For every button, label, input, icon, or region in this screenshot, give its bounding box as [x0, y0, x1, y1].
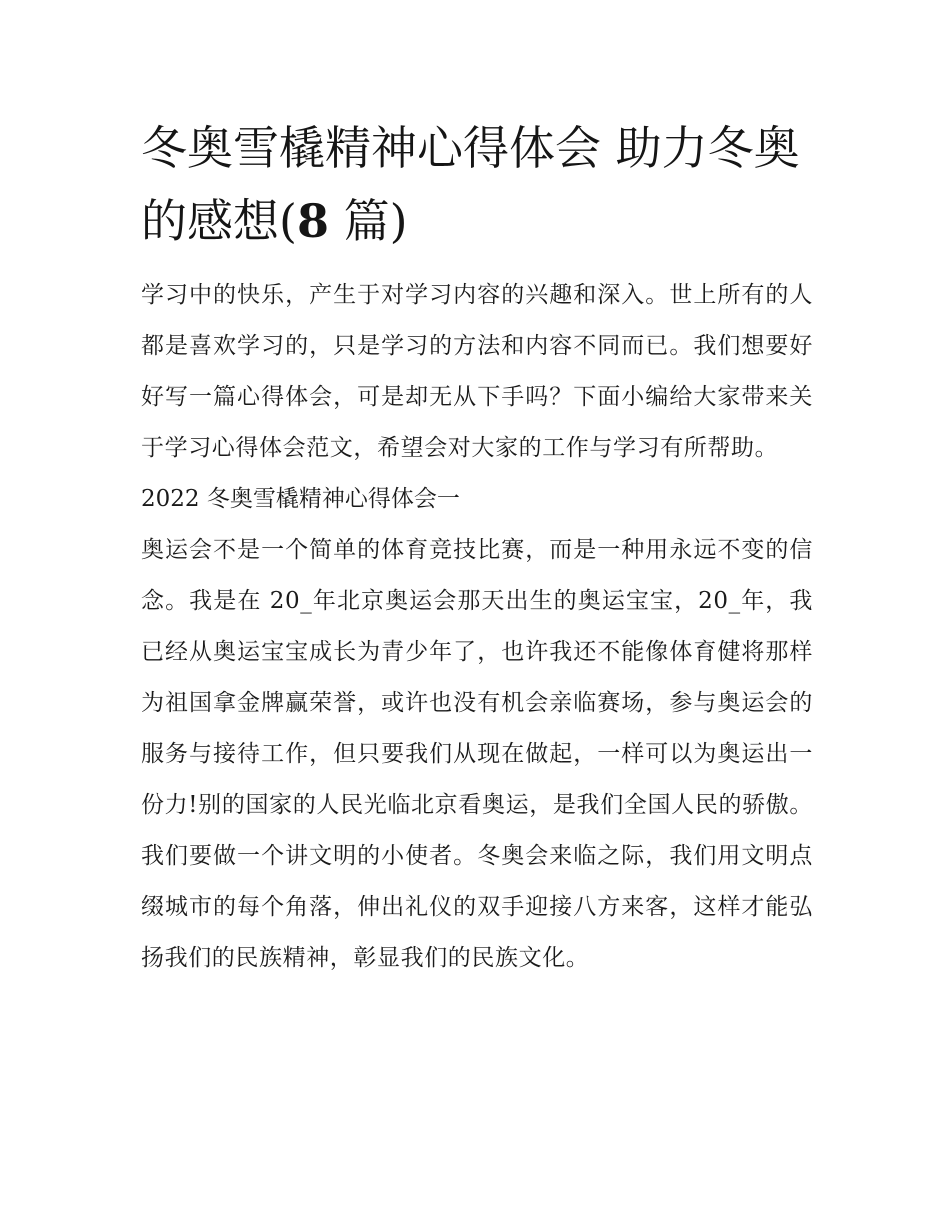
title-count: 8	[296, 194, 329, 248]
section-heading: 2022 冬奥雪橇精神心得体会一	[141, 486, 460, 512]
title-text: 冬奥雪橇精神心得体会 助力冬奥的感想(	[141, 121, 800, 248]
title-suffix: 篇)	[328, 194, 408, 248]
document-title	[141, 112, 813, 258]
intro-paragraph: 学习中的快乐，产生于对学习内容的兴趣和深入。世上所有的人都是喜欢学习的，只是学习的方法和内容不同而已。我们想要好好写一篇心得体会，可是却无从下手吗？下面小编给大家带来关于学习心得体会范文，希望会对大家的工作与学习有所帮助。	[141, 282, 813, 461]
document-content	[141, 112, 813, 984]
section-paragraph: 奥运会不是一个简单的体育竞技比赛，而是一种用永远不变的信念。我是在 20_年北京奥运会那天出生的奥运宝宝，20_年，我已经从奥运宝宝成长为青少年了，也许我还不能像体育健将那样为祖国拿金牌赢荣誉，或许也没有机会亲临赛场，参与奥运会的服务与接待工作，但只要我们从现在做起，一样可以为奥运出一份力!别的国家的人民光临北京看奥运，是我们全国人民的骄傲。我们要做一个讲文明的小使者。冬奥会来临之际，我们用文明点缀城市的每个角落，伸出礼仪的双手迎接八方来客，这样才能弘扬我们的民族精神，彰显我们的民族文化。	[141, 537, 813, 971]
